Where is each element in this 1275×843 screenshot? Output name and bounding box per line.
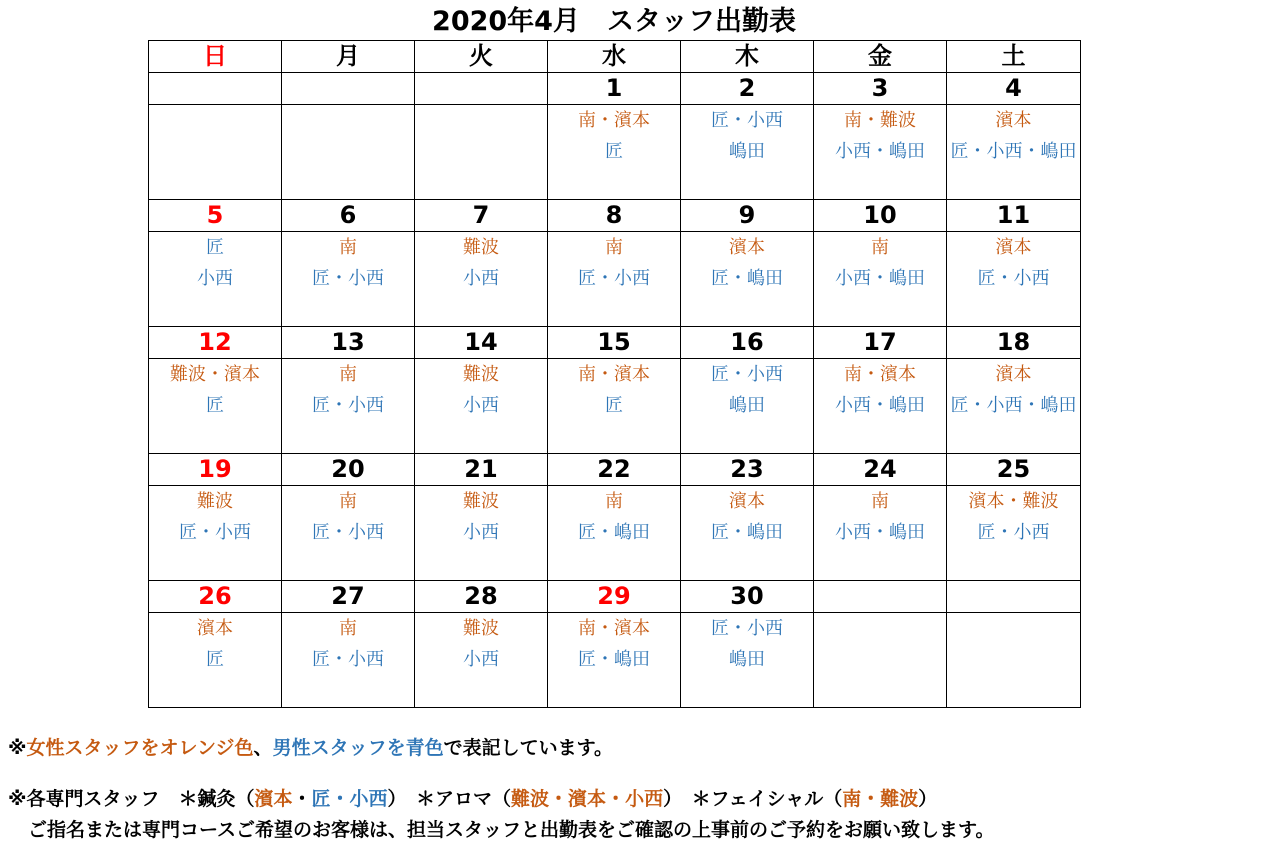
female-staff-line: 南 (339, 237, 357, 258)
date-number: 30 (681, 581, 814, 613)
empty-staff-line (814, 613, 946, 644)
staff-cell (149, 613, 282, 708)
date-row (149, 327, 1081, 359)
female-staff-line: 南・濱本 (578, 110, 650, 131)
empty-staff-line (149, 105, 281, 136)
date-number: 12 (149, 327, 282, 359)
male-staff-line-2: 匠 (605, 141, 623, 162)
staff-cell (814, 359, 947, 454)
staff-cell (415, 613, 548, 708)
empty-staff-line (415, 136, 547, 167)
male-staff-line-2: 匠・嶋田 (578, 522, 650, 543)
staff-cell (814, 613, 947, 708)
weekday-monday: 月 (282, 41, 415, 73)
date-number: 9 (681, 200, 814, 232)
staff-cell (681, 105, 814, 200)
staff-cell (681, 232, 814, 327)
empty-staff-line (415, 105, 547, 136)
male-staff-line-2: 小西 (197, 268, 233, 289)
female-staff-line: 濱本 (995, 364, 1032, 385)
female-staff-line: 南 (871, 491, 889, 512)
weekday-header-row (149, 41, 1081, 73)
date-number: 10 (814, 200, 947, 232)
male-staff-line-2: 匠・小西 (312, 268, 384, 289)
aroma-label: ） ＊アロマ（ (387, 788, 512, 810)
acupuncture-male: 匠・小西 (311, 788, 388, 810)
female-staff-line: 南・濱本 (844, 364, 916, 385)
date-number: 4 (947, 73, 1081, 105)
specialists-prefix: ※各専門スタッフ ＊鍼灸（ (8, 788, 255, 810)
facial-label: ） ＊フェイシャル（ (663, 788, 843, 810)
male-staff-line-2: 嶋田 (729, 395, 765, 416)
female-staff-line: 濱本・難波 (968, 491, 1059, 512)
empty-staff-line (282, 136, 414, 167)
male-staff-line-2: 匠・小西 (977, 522, 1050, 543)
date-number: 11 (947, 200, 1081, 232)
empty-staff-line (149, 136, 281, 167)
date-number: 2 (681, 73, 814, 105)
female-staff-line: 南 (339, 364, 357, 385)
date-row (149, 454, 1081, 486)
date-number: 18 (947, 327, 1081, 359)
date-number: 1 (548, 73, 681, 105)
staff-row (149, 232, 1081, 327)
aroma-female: 難波・濱本 (511, 788, 607, 810)
staff-cell (149, 105, 282, 200)
empty-staff-line (814, 644, 946, 675)
male-staff-line-2: 小西・嶋田 (835, 141, 925, 162)
staff-cell (282, 232, 415, 327)
note-color-legend (8, 733, 613, 760)
female-staff-line: 南・難波 (844, 110, 916, 131)
aroma-male: 小西 (625, 788, 664, 810)
date-number (149, 73, 282, 105)
female-staff-line: 南 (339, 491, 357, 512)
staff-cell (415, 232, 548, 327)
staff-cell (947, 105, 1081, 200)
aroma-dot: ・ (606, 788, 626, 810)
staff-cell (681, 613, 814, 708)
male-staff-line-2: 匠・小西 (312, 395, 384, 416)
female-staff-line: 濱本 (995, 110, 1032, 131)
male-staff-line-2: 嶋田 (729, 141, 765, 162)
staff-row (149, 105, 1081, 200)
empty-staff-line (947, 644, 1080, 675)
staff-cell (548, 359, 681, 454)
female-staff-line: 濱本 (995, 237, 1032, 258)
staff-cell (681, 359, 814, 454)
date-number: 22 (548, 454, 681, 486)
staff-cell (548, 486, 681, 581)
staff-cell (149, 486, 282, 581)
male-staff-line-2: 匠 (605, 395, 623, 416)
female-staff-line: 難波 (197, 491, 233, 512)
male-staff-line-2: 匠 (206, 395, 224, 416)
date-number: 16 (681, 327, 814, 359)
date-number: 20 (282, 454, 415, 486)
date-row (149, 581, 1081, 613)
staff-row (149, 359, 1081, 454)
facial-female: 南・難波 (842, 788, 919, 810)
staff-cell (947, 232, 1081, 327)
male-staff-line-2: 小西 (463, 268, 499, 289)
date-number: 29 (548, 581, 681, 613)
weekday-tuesday: 火 (415, 41, 548, 73)
female-staff-line: 濱本 (197, 618, 233, 639)
male-staff-line-2: 匠・嶋田 (578, 649, 650, 670)
weekday-saturday: 土 (947, 41, 1081, 73)
staff-cell (415, 486, 548, 581)
date-number: 7 (415, 200, 548, 232)
staff-cell (947, 486, 1081, 581)
staff-cell (282, 105, 415, 200)
male-staff-line-2: 匠・嶋田 (711, 522, 783, 543)
female-staff-line: 濱本 (729, 237, 765, 258)
date-number: 27 (282, 581, 415, 613)
date-number (947, 581, 1081, 613)
female-staff-line: 難波 (463, 618, 499, 639)
date-number: 8 (548, 200, 681, 232)
staff-cell (149, 232, 282, 327)
date-number (814, 581, 947, 613)
date-number: 13 (282, 327, 415, 359)
page-title: 2020年4月 スタッフ出勤表 (432, 6, 796, 37)
staff-cell (814, 486, 947, 581)
male-staff-line-2: 小西 (463, 395, 499, 416)
male-staff-line-2: 小西 (463, 649, 499, 670)
staff-cell (282, 613, 415, 708)
date-number: 25 (947, 454, 1081, 486)
date-number (282, 73, 415, 105)
staff-row (149, 486, 1081, 581)
specialists-end: ） (918, 788, 938, 810)
female-staff-line: 南 (339, 618, 357, 639)
date-number: 6 (282, 200, 415, 232)
legend-suffix: で表記しています。 (443, 737, 614, 759)
male-staff-line: 匠 (206, 237, 224, 258)
date-number: 21 (415, 454, 548, 486)
male-staff-line-2: 匠・嶋田 (711, 268, 783, 289)
date-number: 23 (681, 454, 814, 486)
empty-staff-line (282, 105, 414, 136)
male-staff-line-2: 匠・小西 (578, 268, 650, 289)
male-staff-line-2: 匠・小西 (312, 649, 384, 670)
male-staff-line-2: 匠・小西 (312, 522, 384, 543)
staff-cell (548, 613, 681, 708)
staff-cell (947, 359, 1081, 454)
empty-staff-line (947, 613, 1080, 644)
staff-cell (282, 359, 415, 454)
weekday-sunday: 日 (149, 41, 282, 73)
date-row (149, 200, 1081, 232)
note-specialists (8, 784, 937, 811)
staff-row (149, 613, 1081, 708)
date-number: 28 (415, 581, 548, 613)
male-staff-line-2: 小西・嶋田 (835, 268, 925, 289)
female-staff-line: 南 (605, 237, 623, 258)
acupuncture-dot: ・ (292, 788, 312, 810)
note-mark: ※ (8, 737, 27, 759)
female-staff-line: 難波 (463, 491, 499, 512)
male-staff-line-2: 嶋田 (729, 649, 765, 670)
staff-cell (282, 486, 415, 581)
acupuncture-female: 濱本 (254, 788, 293, 810)
female-staff-line: 難波・濱本 (170, 364, 260, 385)
weekday-wednesday: 水 (548, 41, 681, 73)
legend-female: 女性スタッフをオレンジ色 (26, 737, 254, 759)
date-number: 14 (415, 327, 548, 359)
note-reservation: ご指名または専門コースご希望のお客様は、担当スタッフと出勤表をご確認の上事前のご予約をお願い致します。 (28, 819, 995, 841)
date-number: 17 (814, 327, 947, 359)
male-staff-line: 匠・小西 (711, 364, 783, 385)
female-staff-line: 南 (871, 237, 889, 258)
staff-cell (947, 613, 1081, 708)
male-staff-line-2: 匠・小西 (179, 522, 251, 543)
staff-cell (814, 105, 947, 200)
female-staff-line: 難波 (463, 237, 499, 258)
male-staff-line-2: 小西 (463, 522, 499, 543)
staff-cell (415, 359, 548, 454)
male-staff-line: 匠・小西 (711, 110, 783, 131)
weekday-friday: 金 (814, 41, 947, 73)
male-staff-line-2: 匠 (206, 649, 224, 670)
date-number: 15 (548, 327, 681, 359)
date-number: 26 (149, 581, 282, 613)
female-staff-line: 南 (605, 491, 623, 512)
staff-cell (415, 105, 548, 200)
date-number: 5 (149, 200, 282, 232)
staff-cell (149, 359, 282, 454)
female-staff-line: 南・濱本 (578, 618, 650, 639)
date-number: 19 (149, 454, 282, 486)
staff-cell (548, 105, 681, 200)
date-number: 3 (814, 73, 947, 105)
legend-male: 男性スタッフを青色 (272, 737, 444, 759)
male-staff-line-2: 匠・小西 (977, 268, 1050, 289)
staff-cell (814, 232, 947, 327)
staff-calendar (148, 40, 1081, 708)
staff-cell (548, 232, 681, 327)
female-staff-line: 濱本 (729, 491, 765, 512)
male-staff-line-2: 匠・小西・嶋田 (950, 141, 1077, 162)
male-staff-line: 匠・小西 (711, 618, 783, 639)
staff-cell (681, 486, 814, 581)
female-staff-line: 難波 (463, 364, 499, 385)
male-staff-line-2: 匠・小西・嶋田 (950, 395, 1077, 416)
date-row (149, 73, 1081, 105)
weekday-thursday: 木 (681, 41, 814, 73)
date-number: 24 (814, 454, 947, 486)
male-staff-line-2: 小西・嶋田 (835, 395, 925, 416)
legend-separator: 、 (253, 737, 273, 759)
date-number (415, 73, 548, 105)
female-staff-line: 南・濱本 (578, 364, 650, 385)
male-staff-line-2: 小西・嶋田 (835, 522, 925, 543)
